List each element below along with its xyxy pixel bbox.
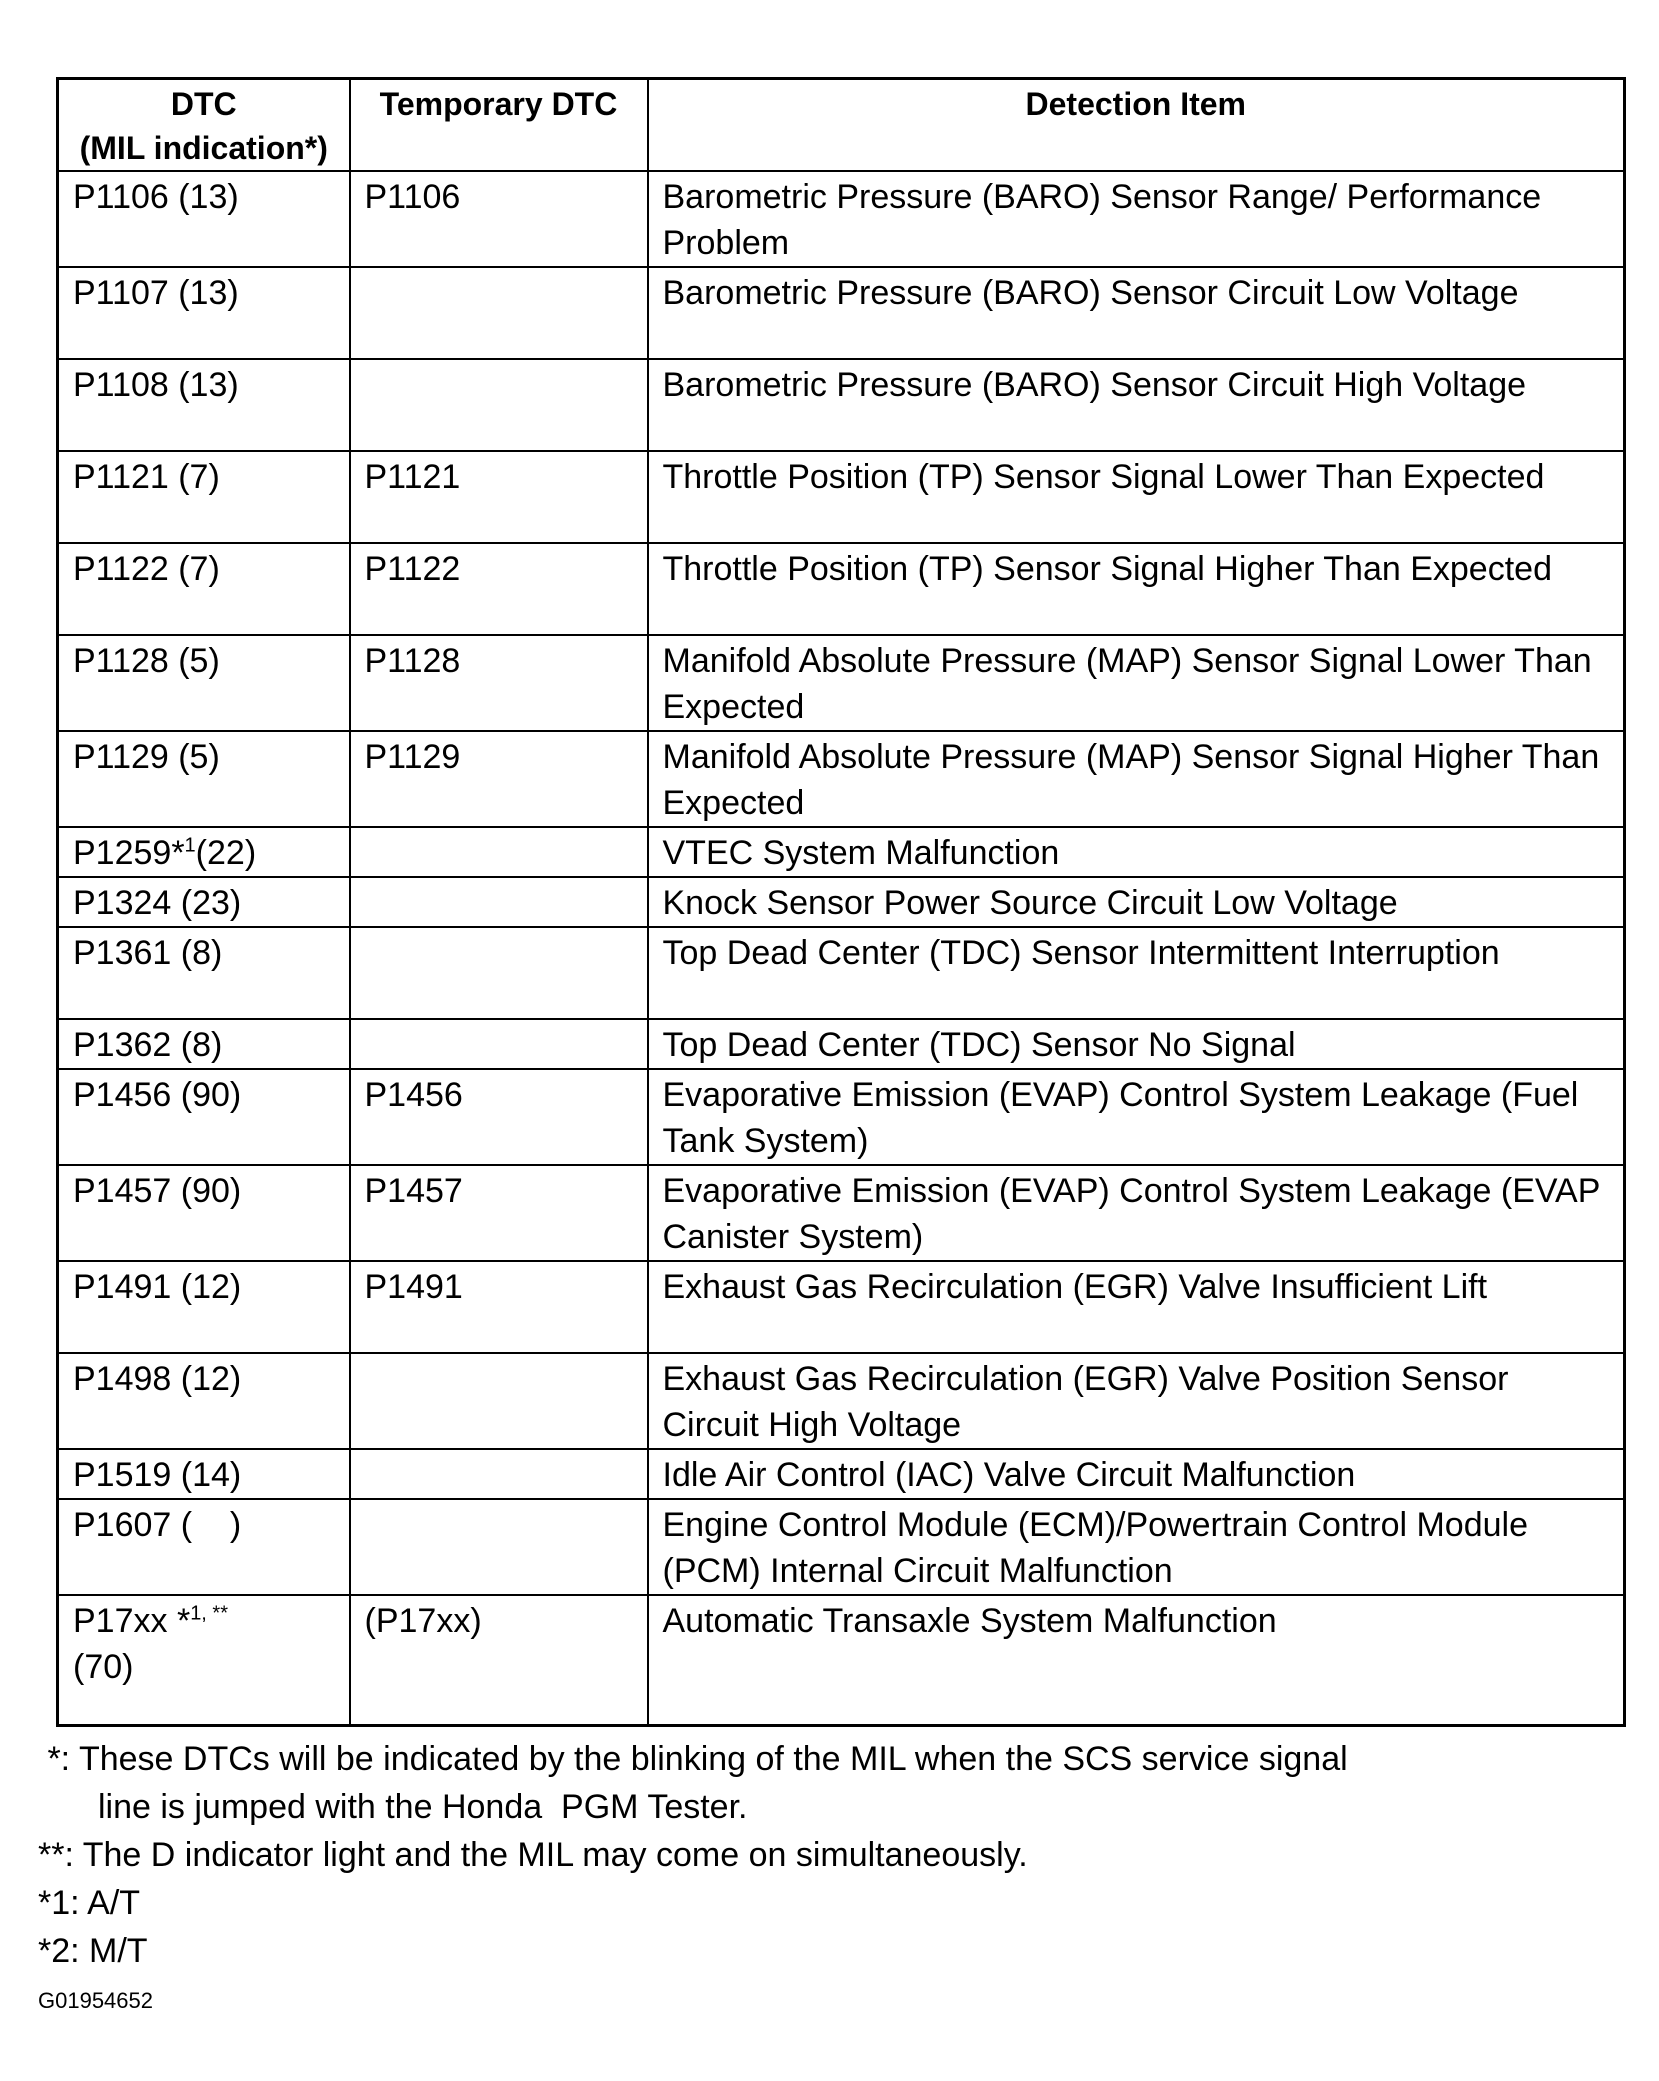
footnote-double-star: **: The D indicator light and the MIL may come on simultaneously.: [38, 1836, 1028, 1874]
cell-dtc: [58, 827, 350, 877]
dtc-code: P1121 (7): [73, 458, 220, 496]
cell-detection-item: Exhaust Gas Recirculation (EGR) Valve Insufficient Lift: [648, 1261, 1625, 1353]
footnote-star-continued: line is jumped with the Honda PGM Tester.: [98, 1788, 748, 1826]
cell-detection-item: Evaporative Emission (EVAP) Control System Leakage (Fuel Tank System): [648, 1069, 1625, 1165]
dtc-code: P1107 (13): [73, 274, 239, 312]
footnote-star-mark: *:: [38, 1740, 71, 1778]
table-row: [58, 731, 1625, 827]
dtc-table: [56, 77, 1626, 1727]
table-header-row: [58, 79, 1625, 172]
dtc-code: P1129 (5): [73, 738, 220, 776]
table-row: [58, 1069, 1625, 1165]
cell-dtc: [58, 543, 350, 635]
footnote-star: [38, 1735, 1628, 1783]
cell-temporary-dtc: [350, 827, 648, 877]
header-detection-item: Detection Item: [648, 79, 1625, 172]
cell-dtc: [58, 1069, 350, 1165]
cell-temporary-dtc: P1491: [350, 1261, 648, 1353]
header-temporary-dtc: Temporary DTC: [350, 79, 648, 172]
footnote-2: *2: M/T: [38, 1932, 148, 1970]
cell-detection-item: Engine Control Module (ECM)/Powertrain Control Module (PCM) Internal Circuit Malfunction: [648, 1499, 1625, 1595]
dtc-code: P17xx *: [73, 1602, 191, 1640]
footnotes: [38, 1735, 1628, 1975]
cell-dtc: [58, 267, 350, 359]
table-row: [58, 543, 1625, 635]
cell-temporary-dtc: P1457: [350, 1165, 648, 1261]
cell-temporary-dtc: P1456: [350, 1069, 648, 1165]
cell-dtc: [58, 1449, 350, 1499]
cell-temporary-dtc: [350, 927, 648, 1019]
cell-temporary-dtc: P1106: [350, 171, 648, 267]
header-dtc-line2: (MIL indication*): [79, 130, 328, 166]
dtc-code: P1361 (8): [73, 934, 223, 972]
cell-detection-item: Throttle Position (TP) Sensor Signal Lower Than Expected: [648, 451, 1625, 543]
cell-dtc: [58, 451, 350, 543]
cell-detection-item: Top Dead Center (TDC) Sensor Intermittent Interruption: [648, 927, 1625, 1019]
cell-detection-item: Throttle Position (TP) Sensor Signal Higher Than Expected: [648, 543, 1625, 635]
cell-dtc: [58, 927, 350, 1019]
cell-detection-item: Barometric Pressure (BARO) Sensor Circuit High Voltage: [648, 359, 1625, 451]
dtc-code: P1106 (13): [73, 178, 239, 216]
cell-detection-item: Barometric Pressure (BARO) Sensor Range/ Performance Problem: [648, 171, 1625, 267]
footnote-1: *1: A/T: [38, 1884, 141, 1922]
cell-dtc: [58, 731, 350, 827]
cell-dtc: [58, 1019, 350, 1069]
cell-temporary-dtc: [350, 1353, 648, 1449]
cell-temporary-dtc: [350, 877, 648, 927]
footnote-star-text: These DTCs will be indicated by the blinking of the MIL when the SCS service signal: [78, 1740, 1348, 1778]
dtc-superscript: 1: [184, 834, 196, 857]
cell-temporary-dtc: P1129: [350, 731, 648, 827]
dtc-code: P1607 ( ): [73, 1506, 242, 1544]
cell-temporary-dtc: [350, 359, 648, 451]
cell-detection-item: Barometric Pressure (BARO) Sensor Circuit Low Voltage: [648, 267, 1625, 359]
dtc-code: P1259*: [73, 834, 185, 872]
dtc-mil-count: (22): [195, 834, 257, 872]
dtc-code: P1362 (8): [73, 1026, 223, 1064]
dtc-code: P1519 (14): [73, 1456, 242, 1494]
cell-dtc: [58, 359, 350, 451]
table-row: [58, 1353, 1625, 1449]
cell-dtc: [58, 1499, 350, 1595]
cell-temporary-dtc: [350, 1019, 648, 1069]
dtc-code: P1128 (5): [73, 642, 220, 680]
cell-detection-item: Evaporative Emission (EVAP) Control System Leakage (EVAP Canister System): [648, 1165, 1625, 1261]
cell-temporary-dtc: [350, 1499, 648, 1595]
cell-detection-item: Idle Air Control (IAC) Valve Circuit Malfunction: [648, 1449, 1625, 1499]
cell-dtc: [58, 171, 350, 267]
dtc-superscript: 1, **: [190, 1602, 228, 1625]
table-row: [58, 827, 1625, 877]
cell-dtc: [58, 1595, 350, 1726]
dtc-code: P1456 (90): [73, 1076, 242, 1114]
table-row: [58, 1449, 1625, 1499]
cell-detection-item: VTEC System Malfunction: [648, 827, 1625, 877]
table-row: [58, 1019, 1625, 1069]
table-row: [58, 927, 1625, 1019]
table-row: [58, 1261, 1625, 1353]
header-dtc-line1: DTC: [170, 86, 237, 122]
cell-dtc: [58, 877, 350, 927]
dtc-code: P1491 (12): [73, 1268, 242, 1306]
cell-detection-item: Knock Sensor Power Source Circuit Low Voltage: [648, 877, 1625, 927]
cell-detection-item: Manifold Absolute Pressure (MAP) Sensor Signal Lower Than Expected: [648, 635, 1625, 731]
cell-temporary-dtc: P1128: [350, 635, 648, 731]
dtc-table-body: [58, 171, 1625, 1726]
table-row: [58, 359, 1625, 451]
table-row: [58, 267, 1625, 359]
table-row: [58, 1499, 1625, 1595]
cell-detection-item: Top Dead Center (TDC) Sensor No Signal: [648, 1019, 1625, 1069]
cell-dtc: [58, 1261, 350, 1353]
cell-dtc: [58, 635, 350, 731]
header-dtc: [58, 79, 350, 172]
cell-detection-item: Automatic Transaxle System Malfunction: [648, 1595, 1625, 1726]
table-row: [58, 451, 1625, 543]
cell-dtc: [58, 1165, 350, 1261]
cell-temporary-dtc: (P17xx): [350, 1595, 648, 1726]
cell-temporary-dtc: [350, 267, 648, 359]
cell-temporary-dtc: [350, 1449, 648, 1499]
cell-temporary-dtc: P1122: [350, 543, 648, 635]
dtc-code: P1457 (90): [73, 1172, 242, 1210]
figure-id: G01954652: [38, 1988, 153, 2013]
table-row: [58, 877, 1625, 927]
dtc-mil-count: (70): [73, 1648, 134, 1686]
table-row: [58, 171, 1625, 267]
dtc-code: P1498 (12): [73, 1360, 242, 1398]
dtc-code: P1122 (7): [73, 550, 220, 588]
cell-temporary-dtc: P1121: [350, 451, 648, 543]
cell-detection-item: Exhaust Gas Recirculation (EGR) Valve Position Sensor Circuit High Voltage: [648, 1353, 1625, 1449]
cell-dtc: [58, 1353, 350, 1449]
dtc-code: P1324 (23): [73, 884, 242, 922]
table-row: [58, 635, 1625, 731]
table-row: [58, 1165, 1625, 1261]
table-row: [58, 1595, 1625, 1726]
dtc-code: P1108 (13): [73, 366, 239, 404]
cell-detection-item: Manifold Absolute Pressure (MAP) Sensor Signal Higher Than Expected: [648, 731, 1625, 827]
